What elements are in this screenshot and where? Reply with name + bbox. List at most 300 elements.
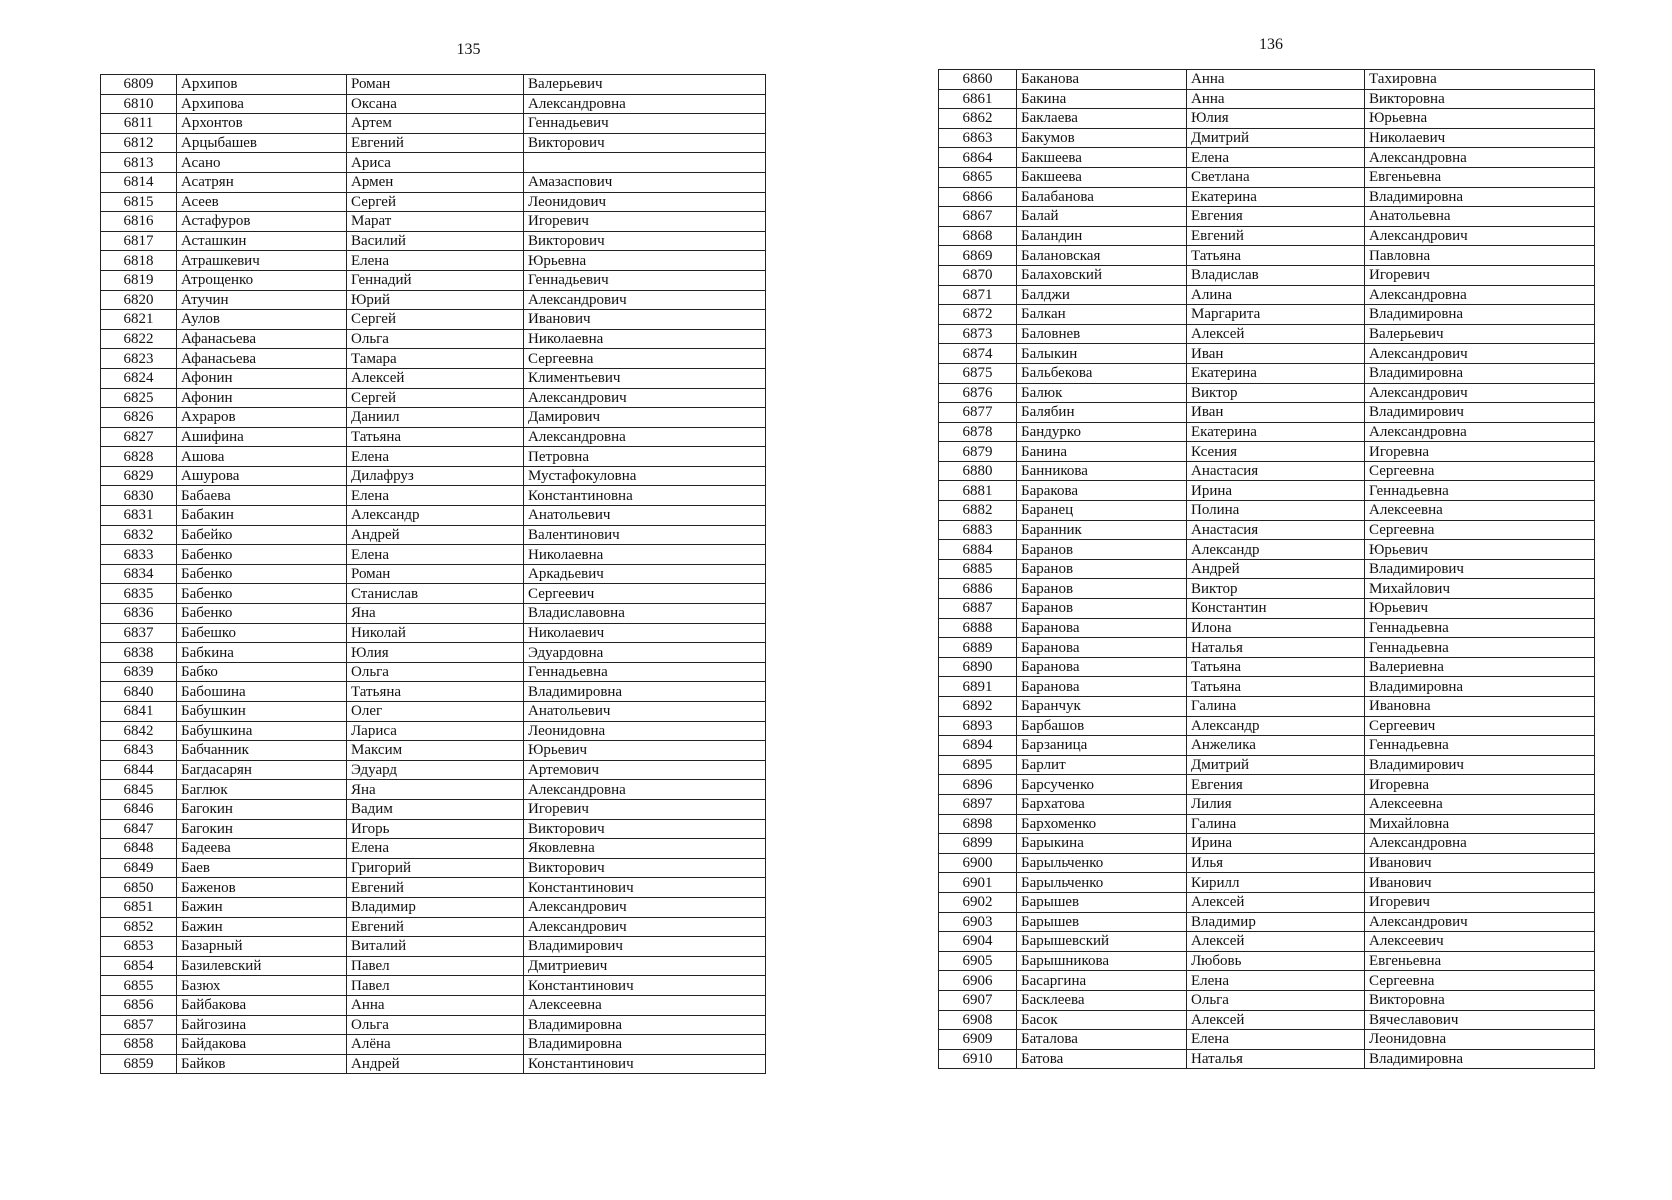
row-number-cell: 6860	[939, 70, 1017, 90]
row-number-cell: 6902	[939, 892, 1017, 912]
table-row	[939, 1030, 1595, 1050]
row-number-cell: 6875	[939, 363, 1017, 383]
patronymic-cell: Амазаспович	[524, 172, 766, 192]
patronymic-cell: Владимирович	[1365, 755, 1595, 775]
table-row	[101, 349, 766, 369]
patronymic-cell: Геннадьевна	[1365, 638, 1595, 658]
surname-cell: Банина	[1017, 442, 1187, 462]
patronymic-cell: Юрьевна	[524, 251, 766, 271]
row-number-cell: 6814	[101, 172, 177, 192]
surname-cell: Баракова	[1017, 481, 1187, 501]
row-number-cell: 6832	[101, 525, 177, 545]
surname-cell: Бажин	[177, 917, 347, 937]
patronymic-cell: Александровна	[524, 94, 766, 114]
first-name-cell: Полина	[1187, 501, 1365, 521]
table-row	[101, 408, 766, 428]
row-number-cell: 6815	[101, 192, 177, 212]
table-row	[101, 466, 766, 486]
surname-cell: Барбашов	[1017, 716, 1187, 736]
patronymic-cell: Юрьевич	[524, 741, 766, 761]
surname-cell: Асатрян	[177, 172, 347, 192]
left-page	[100, 38, 765, 1074]
patronymic-cell: Сергеевна	[1365, 971, 1595, 991]
first-name-cell: Иван	[1187, 403, 1365, 423]
first-name-cell: Анастасия	[1187, 461, 1365, 481]
patronymic-cell: Алексеевна	[524, 995, 766, 1015]
first-name-cell: Евгений	[347, 133, 524, 153]
table-row	[101, 212, 766, 232]
surname-cell: Багдасарян	[177, 760, 347, 780]
surname-cell: Багокин	[177, 799, 347, 819]
table-row	[101, 251, 766, 271]
table-row	[939, 677, 1595, 697]
surname-cell: Балыкин	[1017, 344, 1187, 364]
first-name-cell: Алёна	[347, 1035, 524, 1055]
table-row	[939, 579, 1595, 599]
patronymic-cell: Сергеевич	[1365, 716, 1595, 736]
surname-cell: Базюх	[177, 976, 347, 996]
first-name-cell: Татьяна	[347, 427, 524, 447]
patronymic-cell: Владимирович	[1365, 403, 1595, 423]
surname-cell: Бабакин	[177, 506, 347, 526]
first-name-cell: Ольга	[347, 662, 524, 682]
first-name-cell: Виктор	[1187, 579, 1365, 599]
patronymic-cell: Константинович	[524, 1054, 766, 1074]
row-number-cell: 6904	[939, 932, 1017, 952]
patronymic-cell: Евгеньевна	[1365, 167, 1595, 187]
surname-cell: Бадеева	[177, 839, 347, 859]
first-name-cell: Елена	[347, 486, 524, 506]
table-row	[101, 623, 766, 643]
table-row	[101, 153, 766, 173]
table-row	[939, 971, 1595, 991]
first-name-cell: Андрей	[347, 525, 524, 545]
patronymic-cell: Николаевич	[524, 623, 766, 643]
row-number-cell: 6849	[101, 858, 177, 878]
surname-cell: Бакумов	[1017, 128, 1187, 148]
patronymic-cell: Сергеевна	[524, 349, 766, 369]
surname-cell: Байдакова	[177, 1035, 347, 1055]
row-number-cell: 6834	[101, 564, 177, 584]
patronymic-cell: Анатольевна	[1365, 207, 1595, 227]
table-row	[939, 246, 1595, 266]
patronymic-cell: Леонидович	[524, 192, 766, 212]
table-row	[101, 1035, 766, 1055]
surname-cell: Бабенко	[177, 564, 347, 584]
row-number-cell: 6898	[939, 814, 1017, 834]
table-row	[939, 383, 1595, 403]
first-name-cell: Галина	[1187, 814, 1365, 834]
first-name-cell: Александр	[347, 506, 524, 526]
first-name-cell: Елена	[1187, 1030, 1365, 1050]
table-row	[939, 559, 1595, 579]
table-row	[939, 873, 1595, 893]
surname-cell: Балюк	[1017, 383, 1187, 403]
surname-cell: Балай	[1017, 207, 1187, 227]
table-row	[101, 662, 766, 682]
table-row	[101, 780, 766, 800]
first-name-cell: Елена	[347, 447, 524, 467]
first-name-cell: Анна	[347, 995, 524, 1015]
patronymic-cell: Алексеевич	[1365, 932, 1595, 952]
first-name-cell: Елена	[347, 839, 524, 859]
row-number-cell: 6861	[939, 89, 1017, 109]
surname-cell: Балябин	[1017, 403, 1187, 423]
row-number-cell: 6874	[939, 344, 1017, 364]
surname-cell: Барышникова	[1017, 951, 1187, 971]
row-number-cell: 6868	[939, 226, 1017, 246]
surname-cell: Баранова	[1017, 657, 1187, 677]
patronymic-cell: Петровна	[524, 447, 766, 467]
row-number-cell: 6871	[939, 285, 1017, 305]
surname-cell: Баженов	[177, 878, 347, 898]
row-number-cell: 6892	[939, 697, 1017, 717]
surname-cell: Асташкин	[177, 231, 347, 251]
table-row	[101, 584, 766, 604]
row-number-cell: 6845	[101, 780, 177, 800]
table-row	[939, 618, 1595, 638]
table-row	[939, 638, 1595, 658]
patronymic-cell: Геннадьевна	[1365, 736, 1595, 756]
row-number-cell: 6842	[101, 721, 177, 741]
row-number-cell: 6883	[939, 520, 1017, 540]
row-number-cell: 6862	[939, 109, 1017, 129]
row-number-cell: 6846	[101, 799, 177, 819]
surname-cell: Баранчук	[1017, 697, 1187, 717]
table-body	[101, 75, 766, 1074]
row-number-cell: 6903	[939, 912, 1017, 932]
surname-cell: Басаргина	[1017, 971, 1187, 991]
first-name-cell: Алексей	[1187, 932, 1365, 952]
first-name-cell: Роман	[347, 75, 524, 95]
row-number-cell: 6854	[101, 956, 177, 976]
first-name-cell: Ирина	[1187, 481, 1365, 501]
table-row	[939, 736, 1595, 756]
surname-cell: Баранов	[1017, 579, 1187, 599]
row-number-cell: 6812	[101, 133, 177, 153]
patronymic-cell: Владимировна	[1365, 187, 1595, 207]
patronymic-cell: Артемович	[524, 760, 766, 780]
patronymic-cell: Александрович	[524, 897, 766, 917]
surname-cell: Бабейко	[177, 525, 347, 545]
table-row	[101, 231, 766, 251]
row-number-cell: 6835	[101, 584, 177, 604]
patronymic-cell: Игоревич	[524, 799, 766, 819]
surname-cell: Басок	[1017, 1010, 1187, 1030]
row-number-cell: 6887	[939, 599, 1017, 619]
first-name-cell: Кирилл	[1187, 873, 1365, 893]
right-page	[938, 33, 1594, 1069]
surname-cell: Балджи	[1017, 285, 1187, 305]
patronymic-cell: Ивановна	[1365, 697, 1595, 717]
surname-cell: Барыкина	[1017, 834, 1187, 854]
table-row	[101, 721, 766, 741]
first-name-cell: Виталий	[347, 937, 524, 957]
table-row	[101, 172, 766, 192]
surname-cell: Базилевский	[177, 956, 347, 976]
table-row	[939, 932, 1595, 952]
first-name-cell: Лилия	[1187, 794, 1365, 814]
table-row	[101, 506, 766, 526]
table-row	[939, 716, 1595, 736]
surname-cell: Баранова	[1017, 618, 1187, 638]
surname-cell: Бакшеева	[1017, 148, 1187, 168]
first-name-cell: Татьяна	[1187, 677, 1365, 697]
row-number-cell: 6895	[939, 755, 1017, 775]
surname-cell: Басклеева	[1017, 990, 1187, 1010]
patronymic-cell: Михайлович	[1365, 579, 1595, 599]
first-name-cell: Вадим	[347, 799, 524, 819]
patronymic-cell: Александрович	[1365, 344, 1595, 364]
first-name-cell: Лариса	[347, 721, 524, 741]
first-name-cell: Иван	[1187, 344, 1365, 364]
row-number-cell: 6880	[939, 461, 1017, 481]
surname-cell: Бабушкина	[177, 721, 347, 741]
patronymic-cell: Валерьевич	[524, 75, 766, 95]
first-name-cell: Александр	[1187, 716, 1365, 736]
patronymic-cell: Александрович	[524, 917, 766, 937]
row-number-cell: 6811	[101, 114, 177, 134]
patronymic-cell: Климентьевич	[524, 368, 766, 388]
first-name-cell: Николай	[347, 623, 524, 643]
first-name-cell: Татьяна	[1187, 657, 1365, 677]
table-row	[939, 540, 1595, 560]
surname-cell: Барыльченко	[1017, 873, 1187, 893]
surname-cell: Афонин	[177, 388, 347, 408]
row-number-cell: 6829	[101, 466, 177, 486]
surname-cell: Бабенко	[177, 584, 347, 604]
table-row	[939, 1049, 1595, 1069]
table-row	[101, 976, 766, 996]
table-row	[101, 427, 766, 447]
patronymic-cell: Леонидовна	[1365, 1030, 1595, 1050]
patronymic-cell: Викторовна	[1365, 990, 1595, 1010]
patronymic-cell: Юрьевич	[1365, 599, 1595, 619]
table-row	[939, 853, 1595, 873]
row-number-cell: 6825	[101, 388, 177, 408]
surname-cell: Батова	[1017, 1049, 1187, 1069]
row-number-cell: 6838	[101, 643, 177, 663]
row-number-cell: 6910	[939, 1049, 1017, 1069]
patronymic-cell: Тахировна	[1365, 70, 1595, 90]
surname-cell: Ашова	[177, 447, 347, 467]
first-name-cell: Евгений	[347, 878, 524, 898]
row-number-cell: 6856	[101, 995, 177, 1015]
patronymic-cell: Дмитриевич	[524, 956, 766, 976]
table-row	[939, 285, 1595, 305]
row-number-cell: 6851	[101, 897, 177, 917]
row-number-cell: 6884	[939, 540, 1017, 560]
patronymic-cell: Викторович	[524, 231, 766, 251]
patronymic-cell: Михайловна	[1365, 814, 1595, 834]
patronymic-cell: Николаевна	[524, 545, 766, 565]
row-number-cell: 6893	[939, 716, 1017, 736]
surname-cell: Бархоменко	[1017, 814, 1187, 834]
first-name-cell: Геннадий	[347, 270, 524, 290]
first-name-cell: Евгений	[347, 917, 524, 937]
surname-cell: Баранец	[1017, 501, 1187, 521]
row-number-cell: 6820	[101, 290, 177, 310]
first-name-cell: Екатерина	[1187, 187, 1365, 207]
first-name-cell: Сергей	[347, 310, 524, 330]
surname-cell: Баранов	[1017, 599, 1187, 619]
patronymic-cell: Валентинович	[524, 525, 766, 545]
patronymic-cell: Евгеньевна	[1365, 951, 1595, 971]
first-name-cell: Галина	[1187, 697, 1365, 717]
patronymic-cell: Игоревна	[1365, 442, 1595, 462]
row-number-cell: 6899	[939, 834, 1017, 854]
row-number-cell: 6877	[939, 403, 1017, 423]
first-name-cell: Анжелика	[1187, 736, 1365, 756]
patronymic-cell: Сергеевич	[524, 584, 766, 604]
surname-cell: Бархатова	[1017, 794, 1187, 814]
table-row	[101, 545, 766, 565]
first-name-cell: Татьяна	[1187, 246, 1365, 266]
first-name-cell: Илья	[1187, 853, 1365, 873]
first-name-cell: Ксения	[1187, 442, 1365, 462]
surname-cell: Барзаница	[1017, 736, 1187, 756]
table-row	[101, 329, 766, 349]
patronymic-cell: Эдуардовна	[524, 643, 766, 663]
table-row	[101, 819, 766, 839]
patronymic-cell: Александрович	[1365, 912, 1595, 932]
table-row	[101, 937, 766, 957]
surname-cell: Атрашкевич	[177, 251, 347, 271]
row-number-cell: 6863	[939, 128, 1017, 148]
first-name-cell: Владимир	[1187, 912, 1365, 932]
surname-cell: Баев	[177, 858, 347, 878]
row-number-cell: 6869	[939, 246, 1017, 266]
first-name-cell: Елена	[1187, 148, 1365, 168]
table-row	[939, 187, 1595, 207]
page-number: 135	[456, 41, 481, 58]
table-row	[939, 892, 1595, 912]
first-name-cell: Евгений	[1187, 226, 1365, 246]
surname-cell: Байков	[177, 1054, 347, 1074]
row-number-cell: 6841	[101, 702, 177, 722]
table-row	[101, 133, 766, 153]
surname-cell: Балаховский	[1017, 265, 1187, 285]
table-row	[101, 94, 766, 114]
row-number-cell: 6881	[939, 481, 1017, 501]
patronymic-cell: Владимировна	[1365, 677, 1595, 697]
patronymic-cell: Викторовна	[1365, 89, 1595, 109]
row-number-cell: 6848	[101, 839, 177, 859]
row-number-cell: 6837	[101, 623, 177, 643]
table-row	[939, 70, 1595, 90]
first-name-cell: Юлия	[347, 643, 524, 663]
table-row	[939, 305, 1595, 325]
row-number-cell: 6843	[101, 741, 177, 761]
surname-cell: Бабешко	[177, 623, 347, 643]
table-row	[101, 741, 766, 761]
table-row	[101, 114, 766, 134]
first-name-cell: Тамара	[347, 349, 524, 369]
first-name-cell: Роман	[347, 564, 524, 584]
patronymic-cell: Владимировна	[1365, 1049, 1595, 1069]
first-name-cell: Елена	[347, 251, 524, 271]
row-number-cell: 6901	[939, 873, 1017, 893]
table-row	[939, 442, 1595, 462]
patronymic-cell: Игоревна	[1365, 775, 1595, 795]
first-name-cell: Максим	[347, 741, 524, 761]
surname-cell: Бабошина	[177, 682, 347, 702]
first-name-cell: Александр	[1187, 540, 1365, 560]
surname-cell: Баранов	[1017, 540, 1187, 560]
surname-cell: Бабчанник	[177, 741, 347, 761]
row-number-cell: 6828	[101, 447, 177, 467]
table-row	[939, 1010, 1595, 1030]
table-row	[101, 290, 766, 310]
table-row	[101, 75, 766, 95]
surname-cell: Барышев	[1017, 892, 1187, 912]
surname-cell: Бабко	[177, 662, 347, 682]
patronymic-cell: Александровна	[1365, 422, 1595, 442]
row-number-cell: 6830	[101, 486, 177, 506]
first-name-cell: Василий	[347, 231, 524, 251]
surname-cell: Атрощенко	[177, 270, 347, 290]
table-row	[939, 403, 1595, 423]
first-name-cell: Даниил	[347, 408, 524, 428]
patronymic-cell: Владимировна	[1365, 363, 1595, 383]
row-number-cell: 6839	[101, 662, 177, 682]
table-row	[939, 951, 1595, 971]
patronymic-cell: Павловна	[1365, 246, 1595, 266]
surname-cell: Бабенко	[177, 604, 347, 624]
row-number-cell: 6858	[101, 1035, 177, 1055]
surname-cell: Балановская	[1017, 246, 1187, 266]
row-number-cell: 6908	[939, 1010, 1017, 1030]
first-name-cell: Яна	[347, 604, 524, 624]
table-row	[939, 226, 1595, 246]
surname-cell: Барсученко	[1017, 775, 1187, 795]
patronymic-cell: Иванович	[1365, 873, 1595, 893]
first-name-cell: Армен	[347, 172, 524, 192]
surname-cell: Бажин	[177, 897, 347, 917]
patronymic-cell: Александровна	[524, 780, 766, 800]
surname-cell: Банникова	[1017, 461, 1187, 481]
table-row	[101, 564, 766, 584]
first-name-cell: Ариса	[347, 153, 524, 173]
surname-cell: Афонин	[177, 368, 347, 388]
first-name-cell: Елена	[1187, 971, 1365, 991]
first-name-cell: Олег	[347, 702, 524, 722]
row-number-cell: 6885	[939, 559, 1017, 579]
first-name-cell: Наталья	[1187, 638, 1365, 658]
surname-cell: Баканова	[1017, 70, 1187, 90]
surname-cell: Архипова	[177, 94, 347, 114]
first-name-cell: Алексей	[1187, 1010, 1365, 1030]
surname-cell: Архонтов	[177, 114, 347, 134]
first-name-cell: Эдуард	[347, 760, 524, 780]
surname-cell: Барышевский	[1017, 932, 1187, 952]
table-row	[939, 422, 1595, 442]
table-row	[939, 207, 1595, 227]
patronymic-cell: Алексеевна	[1365, 794, 1595, 814]
surname-cell: Асано	[177, 153, 347, 173]
surname-cell: Афанасьева	[177, 349, 347, 369]
table-row	[939, 363, 1595, 383]
row-number-cell: 6847	[101, 819, 177, 839]
surname-cell: Балабанова	[1017, 187, 1187, 207]
patronymic-cell: Владиславовна	[524, 604, 766, 624]
first-name-cell: Яна	[347, 780, 524, 800]
table-row	[101, 368, 766, 388]
names-table	[100, 74, 766, 1074]
first-name-cell: Маргарита	[1187, 305, 1365, 325]
first-name-cell: Артем	[347, 114, 524, 134]
patronymic-cell: Владимировна	[524, 682, 766, 702]
